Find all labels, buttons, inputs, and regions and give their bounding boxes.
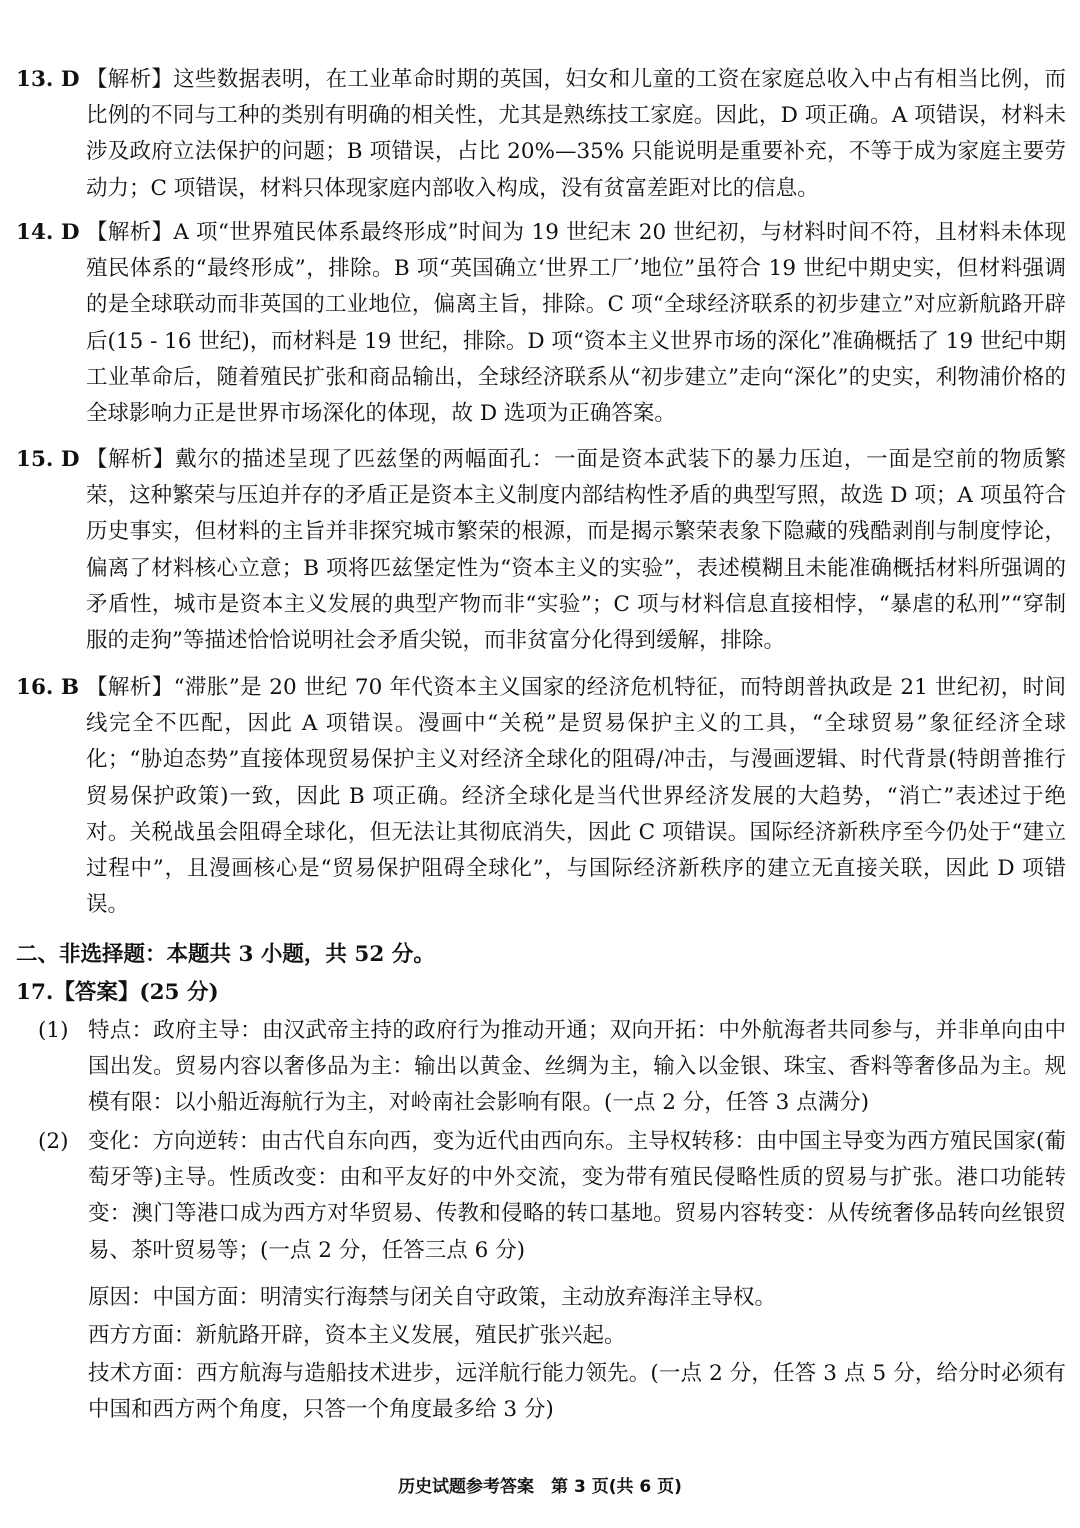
part-text: 特点：政府主导：由汉武帝主持的政府行为推动开通；双向开拓：中外航海者共同参与，并非单向由中国出发。贸易内容以奢侈品为主：输出以黄金、丝绸为主，输入以金银、珠宝、香料等奢侈品为主。规模有限：以小船近海航行为主，对岭南社会影响有限。(一点 2 分，任答 3 点满分) xyxy=(88,1018,1066,1116)
question-number: 13. D xyxy=(16,67,80,92)
explanation-text: 【解析】“滞胀”是 20 世纪 70 年代资本主义国家的经济危机特征，而特朗普执政是 21 世纪初，时间线完全不匹配，因此 A 项错误。漫画中“关税”是贸易保护主义的工具，“全球贸易”象征经济全球化；“胁迫态势”直接体现贸易保护主义对经济全球化的阻碍/冲击，与漫画逻辑、时代背景(特朗普推行贸易保护政策)一致，因此 B 项正确。经济全球化是当代世界经济发展的大趋势，“消亡”表述过于绝对。关税战虽会阻碍全球化，但无法让其彻底消失，因此 C 项错误。国际经济新秩序至今仍处于“建立过程中”，且漫画核心是“贸易保护阻碍全球化”，与国际经济新秩序的建立无直接关联，因此 D 项错误。 xyxy=(86,675,1066,918)
reason-china: 原因：中国方面：明清实行海禁与闭关自守政策，主动放弃海洋主导权。 xyxy=(88,1285,777,1310)
reason-technology: 技术方面：西方航海与造船技术进步，远洋航行能力领先。(一点 2 分，任答 3 点 5 分，给分时必须有中国和西方两个角度，只答一个角度最多给 3 分) xyxy=(88,1361,1066,1423)
section-heading: 二、非选择题：本题共 3 小题，共 52 分。 xyxy=(16,942,435,967)
page-footer: 历史试题参考答案 第 3 页(共 6 页) xyxy=(398,1477,682,1497)
reason-west: 西方方面：新航路开辟，资本主义发展，殖民扩张兴起。 xyxy=(88,1323,626,1348)
answer-13 xyxy=(16,62,1066,207)
question-number: 14. D xyxy=(16,220,80,245)
answer-15 xyxy=(16,442,1066,659)
question-number: 17. xyxy=(16,980,54,1005)
explanation-text: 【解析】A 项“世界殖民体系最终形成”时间为 19 世纪末 20 世纪初，与材料时间不符，且材料未体现殖民体系的“最终形成”，排除。B 项“英国确立‘世界工厂’地位”虽符合 19 世纪中期史实，但材料强调的是全球联动而非英国的工业地位，偏离主旨，排除。C 项“全球经济联系的初步建立”对应新航路开辟后(15 - 16 世纪)，而材料是 19 世纪，排除。D 项“资本主义世界市场的深化”准确概括了 19 世纪中期工业革命后，随着殖民扩张和商品输出，全球经济联系从“初步建立”走向“深化”的史实，利物浦价格的全球影响力正是世界市场深化的体现，故 D 选项为正确答案。 xyxy=(86,220,1066,427)
answer-17-part-2 xyxy=(38,1124,1066,1269)
part-number: (1) xyxy=(38,1018,69,1043)
part-number: (2) xyxy=(38,1129,69,1154)
answer-label: 【答案】(25 分) xyxy=(53,980,219,1005)
explanation-text: 【解析】戴尔的描述呈现了匹兹堡的两幅面孔：一面是资本武装下的暴力压迫，一面是空前的物质繁荣，这种繁荣与压迫并存的矛盾正是资本主义制度内部结构性矛盾的典型写照，故选 D 项；A 项虽符合历史事实，但材料的主旨并非探究城市繁荣的根源，而是揭示繁荣表象下隐藏的残酷剥削与制度悖论，偏离了材料核心立意；B 项将匹兹堡定性为“资本主义的实验”，表述模糊且未能准确概括材料所强调的矛盾性，城市是资本主义发展的典型产物而非“实验”；C 项与材料信息直接相悖，“暴虐的私刑”“穿制服的走狗”等描述恰恰说明社会矛盾尖锐，而非贫富分化得到缓解，排除。 xyxy=(86,447,1066,654)
answer-16 xyxy=(16,670,1066,923)
question-number: 16. B xyxy=(16,675,80,700)
answer-17-header xyxy=(16,975,1066,1011)
explanation-text: 【解析】这些数据表明，在工业革命时期的英国，妇女和儿童的工资在家庭总收入中占有相当比例，而比例的不同与工种的类别有明确的相关性，尤其是熟练技工家庭。因此，D 项正确。A 项错误，材料未涉及政府立法保护的问题；B 项错误，占比 20%—35% 只能说明是重要补充，不等于成为家庭主要劳动力；C 项错误，材料只体现家庭内部收入构成，没有贫富差距对比的信息。 xyxy=(86,67,1066,201)
part-text: 变化：方向逆转：由古代自东向西，变为近代由西向东。主导权转移：由中国主导变为西方殖民国家(葡萄牙等)主导。性质改变：由和平友好的中外交流，变为带有殖民侵略性质的贸易与扩张。港口功能转变：澳门等港口成为西方对华贸易、传教和侵略的转口基地。贸易内容转变：从传统奢侈品转向丝银贸易、茶叶贸易等；(一点 2 分，任答三点 6 分) xyxy=(88,1129,1066,1263)
answer-14 xyxy=(16,215,1066,432)
question-number: 15. D xyxy=(16,447,80,472)
answer-17-part-1 xyxy=(38,1013,1066,1122)
